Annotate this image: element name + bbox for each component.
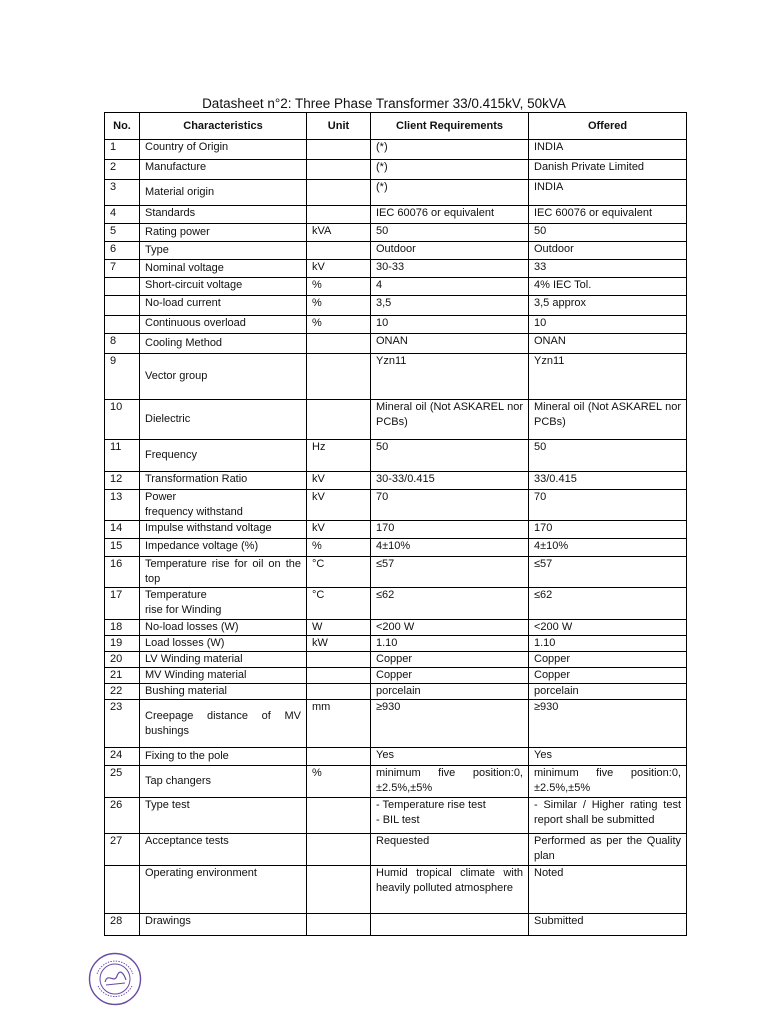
table-row [105, 766, 687, 798]
table-row [105, 636, 687, 652]
unit-cell: kV [307, 260, 371, 278]
row-number: 8 [105, 334, 140, 354]
client-requirement-cell: Copper [371, 652, 529, 668]
table-row [105, 652, 687, 668]
row-number: 6 [105, 242, 140, 260]
offered-cell: 33/0.415 [529, 472, 687, 490]
client-requirement-cell [371, 914, 529, 936]
table-row [105, 354, 687, 400]
characteristic-cell: Tap changers [140, 766, 307, 798]
table-row [105, 472, 687, 490]
offered-cell: Copper [529, 652, 687, 668]
offered-cell: Submitted [529, 914, 687, 936]
offered-cell: 1.10 [529, 636, 687, 652]
offered-cell: ≥930 [529, 700, 687, 748]
offered-cell: Copper [529, 668, 687, 684]
table-row [105, 684, 687, 700]
client-requirement-cell: 30-33/0.415 [371, 472, 529, 490]
offered-cell: 3,5 approx [529, 296, 687, 316]
header-unit: Unit [307, 113, 371, 140]
unit-cell [307, 354, 371, 400]
client-requirement-cell: Outdoor [371, 242, 529, 260]
client-requirement-cell: ≥930 [371, 700, 529, 748]
characteristic-cell: Bushing material [140, 684, 307, 700]
characteristic-cell: Type test [140, 798, 307, 834]
table-row [105, 180, 687, 206]
characteristic-cell: Type [140, 242, 307, 260]
offered-cell: ≤57 [529, 557, 687, 588]
characteristic-cell: Vector group [140, 354, 307, 400]
header-offered: Offered [529, 113, 687, 140]
row-number: 11 [105, 440, 140, 472]
row-number [105, 866, 140, 914]
offered-cell: Performed as per the Quality plan [529, 834, 687, 866]
offered-cell: 10 [529, 316, 687, 334]
unit-cell [307, 652, 371, 668]
characteristic-cell: Dielectric [140, 400, 307, 440]
characteristic-cell: LV Winding material [140, 652, 307, 668]
header-characteristics: Characteristics [140, 113, 307, 140]
client-requirement-cell: 170 [371, 521, 529, 539]
client-requirement-cell: 4±10% [371, 539, 529, 557]
characteristic-cell: Cooling Method [140, 334, 307, 354]
header-no: No. [105, 113, 140, 140]
client-requirement-cell: (*) [371, 160, 529, 180]
offered-cell: - Similar / Higher rating test report shall be submitted [529, 798, 687, 834]
table-row [105, 557, 687, 588]
unit-cell: kW [307, 636, 371, 652]
unit-cell [307, 668, 371, 684]
characteristic-cell: Short-circuit voltage [140, 278, 307, 296]
offered-cell: 50 [529, 224, 687, 242]
table-row [105, 224, 687, 242]
row-number: 28 [105, 914, 140, 936]
offered-cell: Yes [529, 748, 687, 766]
row-number: 24 [105, 748, 140, 766]
unit-cell [307, 834, 371, 866]
offered-cell: INDIA [529, 180, 687, 206]
client-requirement-cell: 1.10 [371, 636, 529, 652]
offered-cell: 70 [529, 490, 687, 521]
table-row [105, 140, 687, 160]
characteristic-cell: Standards [140, 206, 307, 224]
table-row [105, 278, 687, 296]
client-requirement-cell: 50 [371, 440, 529, 472]
offered-cell: porcelain [529, 684, 687, 700]
client-requirement-cell: minimum five position:0,±2.5%,±5% [371, 766, 529, 798]
offered-cell: 4% IEC Tol. [529, 278, 687, 296]
row-number: 20 [105, 652, 140, 668]
header-client-requirements: Client Requirements [371, 113, 529, 140]
table-row [105, 748, 687, 766]
unit-cell [307, 914, 371, 936]
unit-cell: kV [307, 472, 371, 490]
characteristic-cell: Fixing to the pole [140, 748, 307, 766]
row-number: 21 [105, 668, 140, 684]
client-requirement-cell: ≤62 [371, 588, 529, 620]
table-row [105, 668, 687, 684]
row-number: 17 [105, 588, 140, 620]
client-requirement-cell: Yzn11 [371, 354, 529, 400]
table-row [105, 440, 687, 472]
table-row [105, 260, 687, 278]
datasheet-table [104, 112, 687, 936]
characteristic-cell: No-load losses (W) [140, 620, 307, 636]
row-number: 3 [105, 180, 140, 206]
characteristic-cell: Impedance voltage (%) [140, 539, 307, 557]
row-number: 26 [105, 798, 140, 834]
unit-cell [307, 866, 371, 914]
characteristic-cell: Temperature rise for Winding [140, 588, 307, 620]
unit-cell: % [307, 766, 371, 798]
table-row [105, 798, 687, 834]
unit-cell: kV [307, 521, 371, 539]
row-number: 7 [105, 260, 140, 278]
characteristic-cell: Load losses (W) [140, 636, 307, 652]
client-requirement-cell: Mineral oil (Not ASKAREL nor PCBs) [371, 400, 529, 440]
client-requirement-cell: <200 W [371, 620, 529, 636]
unit-cell: °C [307, 588, 371, 620]
unit-cell [307, 684, 371, 700]
table-row [105, 206, 687, 224]
offered-cell: 4±10% [529, 539, 687, 557]
unit-cell: Hz [307, 440, 371, 472]
row-number: 5 [105, 224, 140, 242]
offered-cell: Yzn11 [529, 354, 687, 400]
client-requirement-cell: 30-33 [371, 260, 529, 278]
client-requirement-cell: porcelain [371, 684, 529, 700]
unit-cell [307, 180, 371, 206]
row-number: 22 [105, 684, 140, 700]
unit-cell [307, 400, 371, 440]
offered-cell: Noted [529, 866, 687, 914]
characteristic-cell: Material origin [140, 180, 307, 206]
row-number: 27 [105, 834, 140, 866]
unit-cell: % [307, 296, 371, 316]
row-number: 19 [105, 636, 140, 652]
row-number: 14 [105, 521, 140, 539]
characteristic-cell: Impulse withstand voltage [140, 521, 307, 539]
characteristic-cell: Continuous overload [140, 316, 307, 334]
unit-cell: % [307, 316, 371, 334]
unit-cell [307, 334, 371, 354]
characteristic-cell: No-load current [140, 296, 307, 316]
table-row [105, 521, 687, 539]
client-requirement-cell: ≤57 [371, 557, 529, 588]
characteristic-cell: Creepage distance of MV bushings [140, 700, 307, 748]
row-number: 23 [105, 700, 140, 748]
row-number [105, 296, 140, 316]
table-row [105, 834, 687, 866]
characteristic-cell: Operating environment [140, 866, 307, 914]
characteristic-cell: Temperature rise for oil on the top [140, 557, 307, 588]
row-number: 1 [105, 140, 140, 160]
unit-cell: mm [307, 700, 371, 748]
table-row [105, 866, 687, 914]
unit-cell [307, 160, 371, 180]
unit-cell [307, 140, 371, 160]
offered-cell: 170 [529, 521, 687, 539]
characteristic-cell: Nominal voltage [140, 260, 307, 278]
unit-cell: kV [307, 490, 371, 521]
client-requirement-cell: - Temperature rise test - BIL test [371, 798, 529, 834]
unit-cell [307, 748, 371, 766]
company-stamp [88, 952, 142, 1006]
client-requirement-cell: 4 [371, 278, 529, 296]
characteristic-cell: Drawings [140, 914, 307, 936]
unit-cell: °C [307, 557, 371, 588]
row-number: 16 [105, 557, 140, 588]
client-requirement-cell: Copper [371, 668, 529, 684]
unit-cell: kVA [307, 224, 371, 242]
offered-cell: Danish Private Limited [529, 160, 687, 180]
client-requirement-cell: 3,5 [371, 296, 529, 316]
characteristic-cell: Frequency [140, 440, 307, 472]
offered-cell: 50 [529, 440, 687, 472]
unit-cell [307, 798, 371, 834]
offered-cell: Outdoor [529, 242, 687, 260]
client-requirement-cell: Yes [371, 748, 529, 766]
client-requirement-cell: Requested [371, 834, 529, 866]
row-number [105, 316, 140, 334]
characteristic-cell: Rating power [140, 224, 307, 242]
characteristic-cell: Transformation Ratio [140, 472, 307, 490]
characteristic-cell: Manufacture [140, 160, 307, 180]
client-requirement-cell: 70 [371, 490, 529, 521]
table-row [105, 620, 687, 636]
unit-cell [307, 206, 371, 224]
client-requirement-cell: ONAN [371, 334, 529, 354]
row-number: 4 [105, 206, 140, 224]
offered-cell: <200 W [529, 620, 687, 636]
characteristic-cell: MV Winding material [140, 668, 307, 684]
row-number: 18 [105, 620, 140, 636]
unit-cell: % [307, 539, 371, 557]
table-row [105, 539, 687, 557]
row-number: 12 [105, 472, 140, 490]
offered-cell: IEC 60076 or equivalent [529, 206, 687, 224]
table-row [105, 242, 687, 260]
table-row [105, 334, 687, 354]
client-requirement-cell: (*) [371, 180, 529, 206]
offered-cell: INDIA [529, 140, 687, 160]
offered-cell: ONAN [529, 334, 687, 354]
row-number: 13 [105, 490, 140, 521]
table-row [105, 490, 687, 521]
table-row [105, 296, 687, 316]
client-requirement-cell: Humid tropical climate with heavily polluted atmosphere [371, 866, 529, 914]
table-header-row [105, 113, 687, 140]
offered-cell: ≤62 [529, 588, 687, 620]
unit-cell: W [307, 620, 371, 636]
row-number: 9 [105, 354, 140, 400]
characteristic-cell: Acceptance tests [140, 834, 307, 866]
table-row [105, 700, 687, 748]
client-requirement-cell: (*) [371, 140, 529, 160]
row-number: 2 [105, 160, 140, 180]
table-row [105, 316, 687, 334]
table-row [105, 400, 687, 440]
row-number: 15 [105, 539, 140, 557]
offered-cell: Mineral oil (Not ASKAREL nor PCBs) [529, 400, 687, 440]
client-requirement-cell: 10 [371, 316, 529, 334]
table-row [105, 160, 687, 180]
table-row [105, 914, 687, 936]
unit-cell [307, 242, 371, 260]
characteristic-cell: Power frequency withstand [140, 490, 307, 521]
row-number: 10 [105, 400, 140, 440]
characteristic-cell: Country of Origin [140, 140, 307, 160]
document-title: Datasheet n°2: Three Phase Transformer 33/0.415kV, 50kVA [202, 96, 566, 111]
client-requirement-cell: 50 [371, 224, 529, 242]
unit-cell: % [307, 278, 371, 296]
row-number: 25 [105, 766, 140, 798]
offered-cell: 33 [529, 260, 687, 278]
offered-cell: minimum five position:0,±2.5%,±5% [529, 766, 687, 798]
row-number [105, 278, 140, 296]
table-row [105, 588, 687, 620]
client-requirement-cell: IEC 60076 or equivalent [371, 206, 529, 224]
